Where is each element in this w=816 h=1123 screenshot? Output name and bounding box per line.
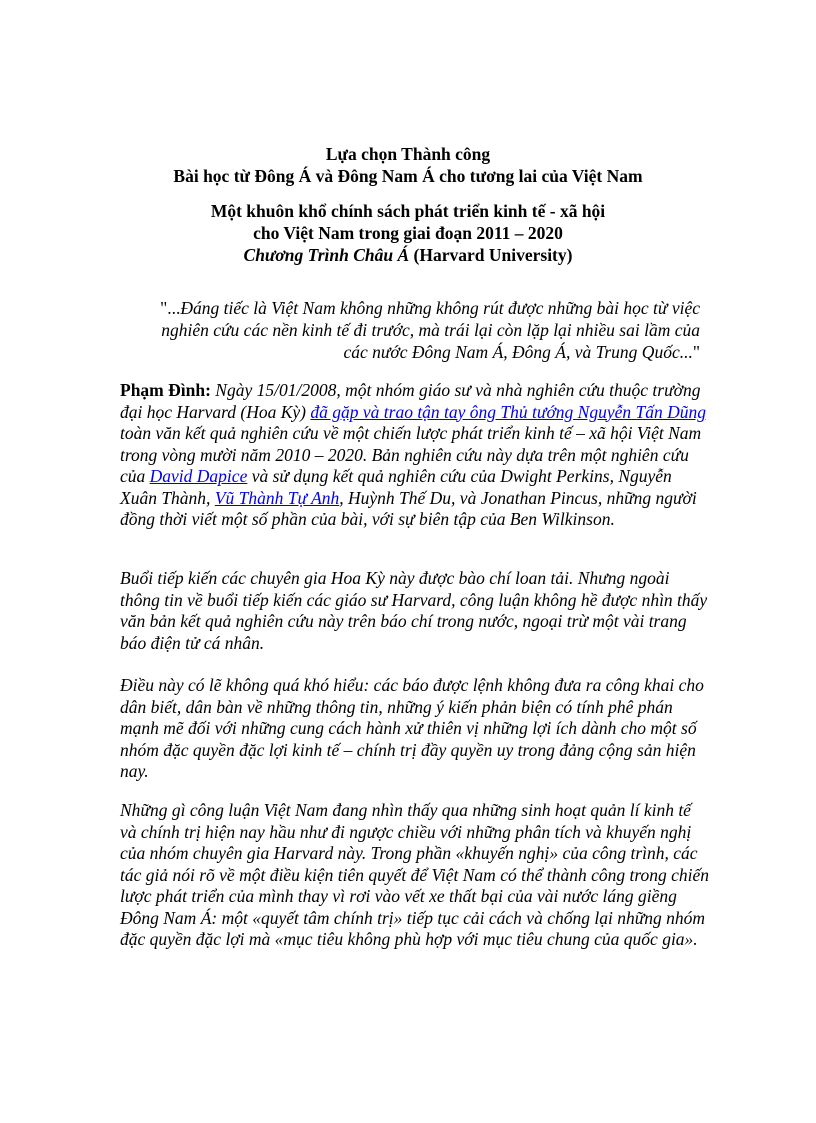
link-meeting-prime-minister[interactable]: đã gặp và trao tận tay ông Thủ tướng Nguyễn Tấn Dũng: [310, 401, 706, 422]
document-title: Lựa chọn Thành công: [325, 144, 491, 164]
paragraph-text: Ngày 15/01/2008, một nhóm giáo sư và nhà nghiên cứu thuộc trường đại học Harvard (Hoa Kỳ): [120, 380, 701, 422]
paragraph-intro: [120, 380, 710, 531]
framework-line-1: Một khuôn khổ chính sách phát triển kinh tế - xã hội: [210, 201, 606, 221]
program-line: [0, 244, 816, 266]
quote-close-mark: ": [692, 342, 700, 362]
framework-block: [0, 200, 816, 266]
quote-text: Đáng tiếc là Việt Nam không những không rút được những bài học từ việc nghiên cứu các nền kinh tế đi trước, mà trái lại còn lặp lại nhiều sai lầm của các nước Đông Nam Á, Đông Á, và Trung Quốc...: [161, 298, 700, 362]
document-subtitle: Bài học từ Đông Á và Đông Nam Á cho tương lai của Việt Nam: [173, 166, 643, 186]
paragraph-censorship: Điều này có lẽ không quá khó hiểu: các báo được lệnh không đưa ra công khai cho dân biết, dân bàn về những thông tin, những ý kiến phản biện có tính phê phán mạnh mẽ đối với những cung cách hành xử thiên vị những lợi ích dành cho một số nhóm đặc quyền đặc lợi kinh tế – chính trị đầy quyền uy trong đảng cộng sản hiện nay.: [120, 675, 704, 781]
author-lead: Phạm Đình:: [120, 380, 211, 400]
title-block: [0, 143, 816, 187]
paragraph-press-coverage: Buổi tiếp kiến các chuyên gia Hoa Kỳ này được bào chí loan tải. Nhưng ngoài thông tin về buổi tiếp kiến các giáo sư Harvard, công luận không hề được nhìn thấy văn bản kết quả nghiên cứu này trên báo chí trong nước, ngoại trừ một vài trang báo điện tử cá nhân.: [120, 568, 708, 653]
paragraph-text: và sử dụng kết quả nghiên cứu của Dwight Perkins, Nguyễn Xuân Thành,: [120, 466, 672, 508]
quote-open-mark: "...: [160, 298, 181, 318]
program-name: Chương Trình Châu Á: [243, 245, 410, 265]
pull-quote: [144, 297, 700, 363]
link-david-dapice[interactable]: David Dapice: [149, 466, 248, 486]
framework-line-2: cho Việt Nam trong giai đoạn 2011 – 2020: [253, 223, 563, 243]
paragraph-text: , Huỳnh Thế Du, và Jonathan Pincus, những người đồng thời viết một số phần của bài, với sự biên tập của Ben Wilkinson.: [120, 487, 697, 529]
paragraph-recommendations: Những gì công luận Việt Nam đang nhìn thấy qua những sinh hoạt quản lí kinh tế và chính trị hiện nay hầu như đi ngược chiều với những phân tích và khuyến nghị của nhóm chuyên gia Harvard này. Trong phần «khuyến nghị» của công trình, các tác giả nói rõ về một điều kiện tiên quyết để Việt Nam có thể thành công trong chiến lược phát triển của mình thay vì rơi vào vết xe thất bại của vài nước láng giềng Đông Nam Á: một «quyết tâm chính trị» tiếp tục cải cách và chống lại những nhóm đặc quyền đặc lợi mà «mục tiêu không phù hợp với mục tiêu chung của quốc gia».: [120, 800, 710, 949]
paragraph-text: toàn văn kết quả nghiên cứu về một chiến lược phát triển kinh tế – xã hội Việt Nam trong vòng mười năm 2010 – 2020. Bản nghiên cứu này dựa trên một nghiên cứu của: [120, 423, 702, 486]
link-vu-thanh-tu-anh[interactable]: Vũ Thành Tự Anh: [214, 487, 340, 508]
program-affiliation: (Harvard University): [409, 245, 573, 265]
